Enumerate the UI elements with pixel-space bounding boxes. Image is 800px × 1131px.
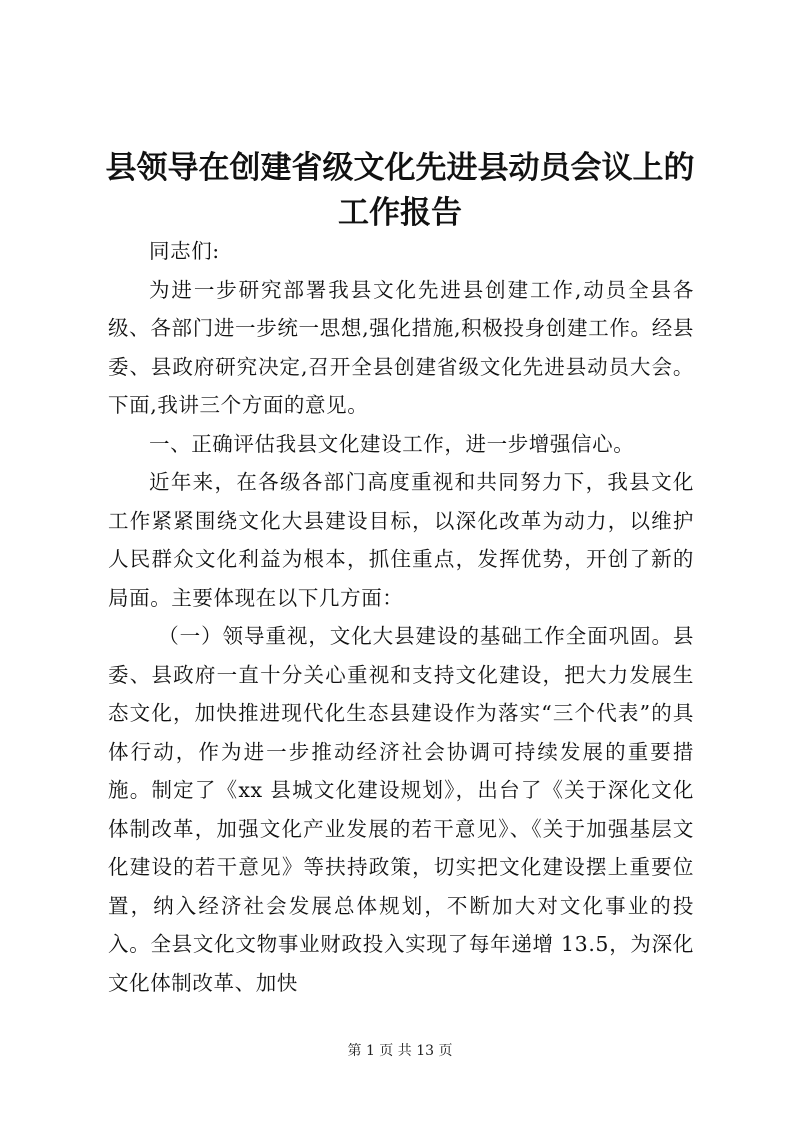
intro-paragraph: 为进一步研究部署我县文化先进县创建工作,动员全县各级、各部门进一步统一思想,强化措施,积极投身创建工作。经县委、县政府研究决定,召开全县创建省级文化先进县动员大会。下面,我讲三个方面的意见。 — [108, 277, 694, 417]
page-footer: 第 1 页 共 13 页 — [347, 1043, 453, 1059]
subsection-paragraph: （一）领导重视，文化大县建设的基础工作全面巩固。县委、县政府一直十分关心重视和支持文化建设，把大力发展生态文化，加快推进现代化生态县建设作为落实“三个代表”的具体行动，作为进一步推动经济社会协调可持续发展的重要措施。制定了《xx 县城文化建设规划》，出台了《关于深化文化体制改革，加强文化产业发展的若干意见》、《关于加强基层文化建设的若干意见》等扶持政策，切实把文化建设摆上重要位置，纳入经济社会发展总体规划，不断加大对文化事业的投入。全县文化文物事业财政投入实现了每年递增 13.5，为深化文化体制改革、加快 — [108, 624, 694, 995]
salutation-paragraph: 同志们: — [149, 239, 220, 263]
section-heading-paragraph: 一、正确评估我县文化建设工作，进一步增强信心。 — [149, 431, 635, 456]
document-title: 县领导在创建省级文化先进县动员会议上的工作报告 — [105, 150, 695, 231]
overview-paragraph: 近年来，在各级各部门高度重视和共同努力下，我县文化工作紧紧围绕文化大县建设目标，以深化改革为动力，以维护人民群众文化利益为根本，抓住重点，发挥优势，开创了新的局面。主要体现在以下几方面： — [108, 470, 694, 610]
document-body — [108, 232, 694, 1002]
